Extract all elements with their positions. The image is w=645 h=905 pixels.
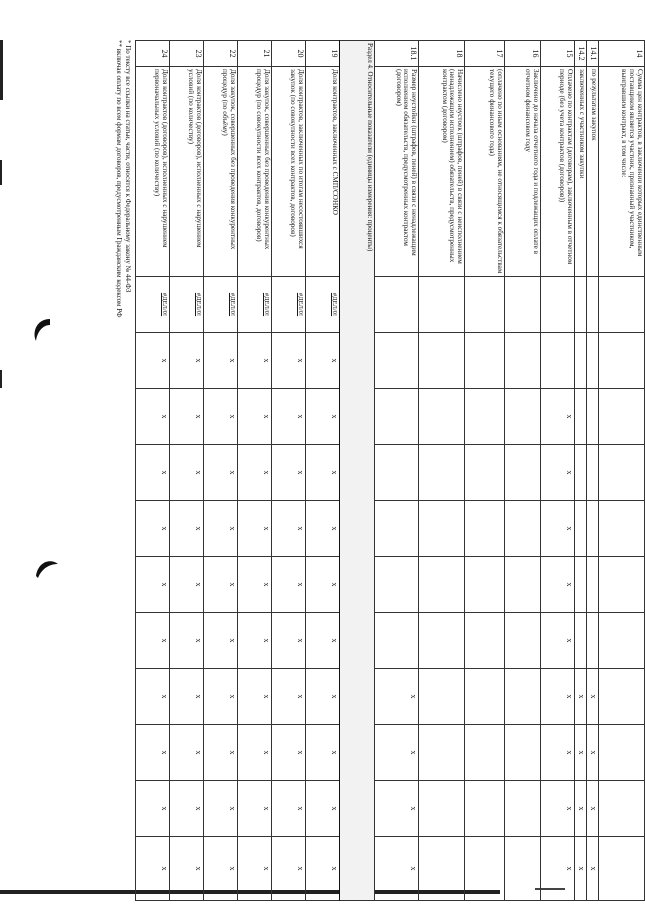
- value-cell: х: [238, 669, 272, 725]
- value-cell: х: [238, 445, 272, 501]
- value-cell: х: [575, 725, 587, 781]
- value-cell: х: [136, 613, 170, 669]
- value-cell: [465, 445, 505, 501]
- value-cell: х: [375, 669, 419, 725]
- value-cell: [375, 501, 419, 557]
- footnotes: [113, 40, 132, 900]
- value-cell: [599, 277, 645, 333]
- value-cell: х: [136, 781, 170, 837]
- table-row: [375, 41, 419, 901]
- value-cell: х: [306, 389, 340, 445]
- value-cell: х: [541, 445, 575, 501]
- row-label: Доля закупок, совершенных без проведения конкурентных процедур (по совокупности всех контрактов, договоров): [238, 67, 272, 277]
- value-cell: х: [306, 781, 340, 837]
- value-cell: [575, 389, 587, 445]
- value-cell: х: [541, 557, 575, 613]
- value-cell: [575, 445, 587, 501]
- value-cell: х: [204, 501, 238, 557]
- value-cell: #ДЕЛ/0!: [204, 277, 238, 333]
- row-label: (оплачено по иным основаниям, не относящимся к обязательствам текущего финансового года): [465, 67, 505, 277]
- value-cell: х: [204, 669, 238, 725]
- value-cell: [541, 333, 575, 389]
- value-cell: [419, 501, 465, 557]
- row-label: Доля контрактов, заключенных с СМП/СОНКО: [306, 67, 340, 277]
- value-cell: х: [238, 389, 272, 445]
- value-cell: х: [306, 501, 340, 557]
- table-row: [541, 41, 575, 901]
- value-cell: #ДЕЛ/0!: [170, 277, 204, 333]
- value-cell: х: [204, 389, 238, 445]
- value-cell: [375, 557, 419, 613]
- row-number: 21: [238, 41, 272, 67]
- value-cell: х: [204, 445, 238, 501]
- value-cell: [599, 725, 645, 781]
- value-cell: [465, 277, 505, 333]
- value-cell: х: [587, 781, 599, 837]
- value-cell: [505, 837, 541, 901]
- value-cell: х: [272, 669, 306, 725]
- value-cell: х: [375, 837, 419, 901]
- value-cell: х: [136, 445, 170, 501]
- value-cell: [419, 725, 465, 781]
- value-cell: [587, 501, 599, 557]
- value-cell: [375, 613, 419, 669]
- report-table: [135, 40, 645, 901]
- row-label: заключенных с участником закупки: [575, 67, 587, 277]
- table-row: [136, 41, 170, 901]
- row-number: 19: [306, 41, 340, 67]
- value-cell: х: [204, 837, 238, 901]
- value-cell: [465, 669, 505, 725]
- value-cell: [419, 389, 465, 445]
- row-number: 18: [419, 41, 465, 67]
- value-cell: х: [575, 781, 587, 837]
- value-cell: [505, 333, 541, 389]
- section-header: [340, 41, 375, 901]
- scan-margin-mark: [0, 370, 2, 388]
- value-cell: х: [170, 501, 204, 557]
- value-cell: х: [272, 557, 306, 613]
- value-cell: х: [272, 445, 306, 501]
- value-cell: [505, 389, 541, 445]
- value-cell: х: [541, 669, 575, 725]
- table-row: [306, 41, 340, 901]
- value-cell: х: [306, 837, 340, 901]
- value-cell: х: [587, 669, 599, 725]
- row-number: 24: [136, 41, 170, 67]
- value-cell: [599, 781, 645, 837]
- value-cell: [375, 445, 419, 501]
- row-label: Размер неустойки (штрафов, пеней) в связи с ненадлежащим исполнением обязательств, предусмотренных контрактом (договором): [375, 67, 419, 277]
- value-cell: х: [170, 333, 204, 389]
- row-label: Начислено неустоек (штрафов, пеней) в связи с неисполнением (ненадлежащим исполнением) обязательств, предусмотренных контрактом (договором): [419, 67, 465, 277]
- value-cell: х: [136, 837, 170, 901]
- row-label: по результатам закупок: [587, 67, 599, 277]
- value-cell: [599, 333, 645, 389]
- value-cell: [575, 613, 587, 669]
- row-label: Доля контрактов (договоров), исполненных с нарушением первоначальных условий (по количеству): [136, 67, 170, 277]
- value-cell: х: [375, 725, 419, 781]
- value-cell: [505, 613, 541, 669]
- value-cell: [599, 613, 645, 669]
- value-cell: [465, 333, 505, 389]
- value-cell: х: [587, 725, 599, 781]
- value-cell: [465, 613, 505, 669]
- table-row: [599, 41, 645, 901]
- value-cell: х: [272, 613, 306, 669]
- value-cell: х: [541, 389, 575, 445]
- value-cell: [419, 613, 465, 669]
- value-cell: х: [204, 613, 238, 669]
- table-row: [419, 41, 465, 901]
- value-cell: х: [170, 557, 204, 613]
- value-cell: х: [272, 837, 306, 901]
- row-label: Доля контрактов (договоров), исполненных с нарушением условий (по количеству): [170, 67, 204, 277]
- value-cell: [599, 557, 645, 613]
- value-cell: х: [541, 501, 575, 557]
- table-row: [587, 41, 599, 901]
- footnote: ** включая оплату по всем формам договоров, предусмотренным Гражданским кодексом РФ: [114, 40, 123, 318]
- table-row: [505, 41, 541, 901]
- table-row: [238, 41, 272, 901]
- value-cell: х: [204, 557, 238, 613]
- value-cell: [505, 669, 541, 725]
- scan-margin-mark: [0, 40, 3, 100]
- table-row: [575, 41, 587, 901]
- value-cell: х: [272, 725, 306, 781]
- section-title: Раздел 4. Относительные показатели (единицы измерения: проценты): [340, 41, 375, 901]
- value-cell: [599, 501, 645, 557]
- row-number: 14.1: [587, 41, 599, 67]
- value-cell: [465, 557, 505, 613]
- table-row: [272, 41, 306, 901]
- value-cell: [575, 333, 587, 389]
- value-cell: х: [170, 445, 204, 501]
- value-cell: х: [204, 725, 238, 781]
- value-cell: [505, 781, 541, 837]
- value-cell: [465, 781, 505, 837]
- table-row: [204, 41, 238, 901]
- value-cell: [587, 333, 599, 389]
- value-cell: х: [306, 669, 340, 725]
- value-cell: х: [136, 669, 170, 725]
- value-cell: #ДЕЛ/0!: [306, 277, 340, 333]
- value-cell: [541, 277, 575, 333]
- value-cell: х: [575, 669, 587, 725]
- table-row: [170, 41, 204, 901]
- value-cell: [465, 501, 505, 557]
- value-cell: х: [541, 613, 575, 669]
- value-cell: [419, 781, 465, 837]
- value-cell: х: [272, 389, 306, 445]
- value-cell: х: [170, 669, 204, 725]
- row-number: 16: [505, 41, 541, 67]
- footnote: * По тексту все ссылки на статьи, части, относятся к Федеральному закону № 44-ФЗ: [124, 40, 132, 293]
- value-cell: #ДЕЛ/0!: [136, 277, 170, 333]
- value-cell: [575, 501, 587, 557]
- value-cell: х: [238, 501, 272, 557]
- row-number: 23: [170, 41, 204, 67]
- row-label: Оплачено по контрактам (договорам), заключенным в отчетном периоде (без учета контрактов (договоров)): [541, 67, 575, 277]
- value-cell: х: [238, 837, 272, 901]
- row-number: 14.2: [575, 41, 587, 67]
- value-cell: х: [136, 389, 170, 445]
- value-cell: х: [136, 501, 170, 557]
- value-cell: [587, 445, 599, 501]
- table-row: [465, 41, 505, 901]
- value-cell: х: [238, 725, 272, 781]
- row-number: 17: [465, 41, 505, 67]
- row-number: 18.1: [375, 41, 419, 67]
- value-cell: [587, 277, 599, 333]
- value-cell: х: [238, 333, 272, 389]
- value-cell: [419, 557, 465, 613]
- value-cell: х: [541, 725, 575, 781]
- value-cell: х: [238, 557, 272, 613]
- value-cell: [505, 725, 541, 781]
- value-cell: х: [306, 725, 340, 781]
- value-cell: х: [204, 781, 238, 837]
- value-cell: х: [170, 613, 204, 669]
- value-cell: [419, 669, 465, 725]
- value-cell: х: [272, 501, 306, 557]
- value-cell: х: [204, 333, 238, 389]
- value-cell: х: [238, 613, 272, 669]
- value-cell: [599, 669, 645, 725]
- value-cell: [575, 557, 587, 613]
- value-cell: #ДЕЛ/0!: [272, 277, 306, 333]
- value-cell: х: [375, 781, 419, 837]
- row-label: Доля контрактов, заключенных по итогам несостоявшихся закупок (по совокупности всех контрактов, договоров): [272, 67, 306, 277]
- value-cell: х: [170, 781, 204, 837]
- value-cell: х: [541, 837, 575, 901]
- value-cell: х: [238, 781, 272, 837]
- row-label: Заключено до начала отчетного года и подлежащих оплате в отчетном финансовом году: [505, 67, 541, 277]
- value-cell: [465, 389, 505, 445]
- value-cell: х: [272, 781, 306, 837]
- value-cell: х: [541, 781, 575, 837]
- value-cell: х: [170, 837, 204, 901]
- value-cell: х: [575, 837, 587, 901]
- value-cell: [587, 389, 599, 445]
- value-cell: х: [136, 557, 170, 613]
- row-number: 15: [541, 41, 575, 67]
- value-cell: х: [136, 333, 170, 389]
- value-cell: [419, 277, 465, 333]
- value-cell: [375, 277, 419, 333]
- value-cell: [465, 837, 505, 901]
- row-number: 14: [599, 41, 645, 67]
- hole-punch-mark: [32, 552, 62, 582]
- value-cell: [505, 557, 541, 613]
- value-cell: [419, 333, 465, 389]
- scan-margin-mark: [0, 160, 2, 185]
- value-cell: х: [272, 333, 306, 389]
- value-cell: х: [587, 837, 599, 901]
- rotated-report-page: [110, 40, 645, 900]
- value-cell: х: [306, 445, 340, 501]
- value-cell: [505, 277, 541, 333]
- row-label: Доля закупок, совершенных без проведения конкурентных процедур (по объёму): [204, 67, 238, 277]
- value-cell: [599, 389, 645, 445]
- value-cell: [465, 725, 505, 781]
- value-cell: [419, 445, 465, 501]
- value-cell: [575, 277, 587, 333]
- value-cell: х: [306, 613, 340, 669]
- value-cell: [587, 557, 599, 613]
- value-cell: х: [170, 725, 204, 781]
- hole-punch-mark: [28, 315, 58, 345]
- value-cell: х: [170, 389, 204, 445]
- value-cell: [587, 613, 599, 669]
- row-label: Сумма цен контрактов, в заключении которых единственным поставщиком является участник, признанный участником, выигравшим контракт, в том числе:: [599, 67, 645, 277]
- value-cell: х: [306, 333, 340, 389]
- value-cell: [599, 445, 645, 501]
- row-number: 22: [204, 41, 238, 67]
- value-cell: #ДЕЛ/0!: [238, 277, 272, 333]
- value-cell: [375, 389, 419, 445]
- value-cell: х: [136, 725, 170, 781]
- value-cell: [599, 837, 645, 901]
- value-cell: х: [306, 557, 340, 613]
- value-cell: [505, 445, 541, 501]
- value-cell: [419, 837, 465, 901]
- row-number: 20: [272, 41, 306, 67]
- value-cell: [505, 501, 541, 557]
- value-cell: [375, 333, 419, 389]
